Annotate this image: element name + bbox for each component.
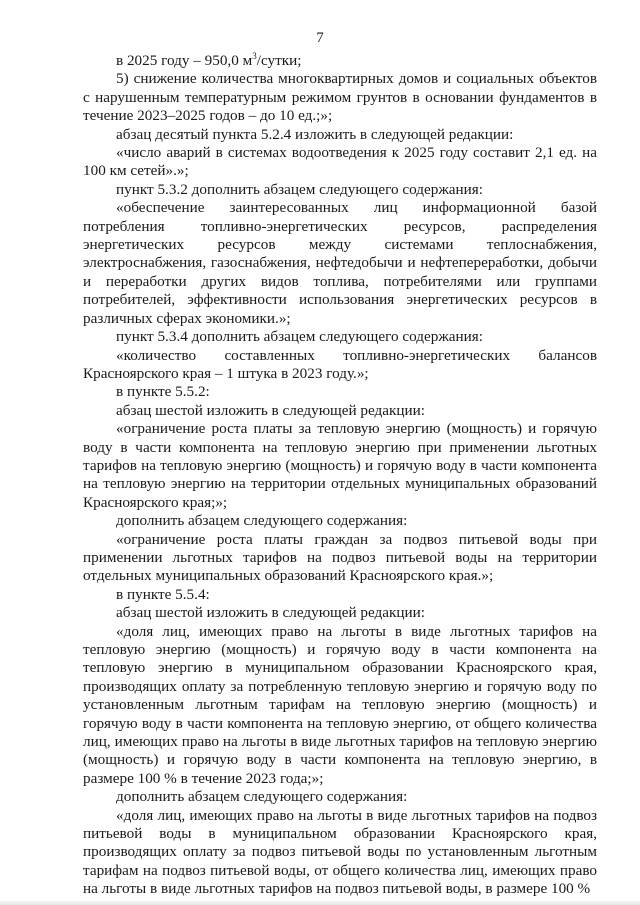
paragraph-add-abzac-1: дополнить абзацем следующего содержания: <box>116 512 408 530</box>
scan-bottom-edge <box>0 901 640 905</box>
paragraph-heat-fee-limit: «ограничение роста платы за тепловую энергию (мощность) и горячую воду в части компонента на тепловую энергию при применении льготных тарифов на тепловую энергию (мощность) и горячую воду в части компонента на тепловую энергию на территории отдельных муниципальных образований Красноярского края;»; <box>83 420 597 511</box>
paragraph-text: в 2025 году – 950,0 м <box>116 52 253 69</box>
paragraph-water-delivery-fee: «ограничение роста платы граждан за подвоз питьевой воды при применении льготных тарифов на подвоз питьевой воды на территории отдельных муниципальных образований Красноярского края.»; <box>83 530 597 585</box>
paragraph-amend-5-3-2: пункт 5.3.2 дополнить абзацем следующего содержания: <box>116 180 484 198</box>
paragraph-energy-info-base: «обеспечение заинтересованных лиц информационной базой потребления топливно-энергетических ресурсов, распределения энергетических ресурсов между системами теплоснабжения, электроснабжения, газоснабжения, нефтедобычи и нефтепереработки, добычи и переработки других видов топлива, потребителями или группами потребителей, эффективности использования энергетических ресурсов в различных сферах экономики.»; <box>83 199 597 327</box>
paragraph-add-abzac-2: дополнить абзацем следующего содержания: <box>116 788 408 806</box>
paragraph-sixth-abzac-5-5-4: абзац шестой изложить в следующей редакции: <box>116 604 425 622</box>
paragraph-sixth-abzac-5-5-2: абзац шестой изложить в следующей редакции: <box>116 401 425 419</box>
paragraph-in-5-5-2: в пункте 5.5.2: <box>116 383 210 401</box>
paragraph-amend-5-2-4: абзац десятый пункта 5.2.4 изложить в следующей редакции: <box>116 125 514 143</box>
page-number: 7 <box>316 30 324 46</box>
paragraph-amend-5-3-4: пункт 5.3.4 дополнить абзацем следующего содержания: <box>116 328 484 346</box>
document-body <box>83 52 597 899</box>
paragraph-energy-balances: «количество составленных топливно-энергетических балансов Красноярского края – 1 штука в 2023 году.»; <box>83 346 597 382</box>
paragraph-in-5-5-4: в пункте 5.5.4: <box>116 585 210 603</box>
paragraph-text: /сутки; <box>256 52 302 69</box>
paragraph-sewer-accidents: «число аварий в системах водоотведения к 2025 году составит 2,1 ед. на 100 км сетей».»; <box>83 144 597 180</box>
paragraph-water-beneficiaries-share: «доля лиц, имеющих право на льготы в виде льготных тарифов на подвоз питьевой воды в муниципальном образовании Красноярского края, производящих оплату за подвоз питьевой воды по установленным льготным тарифам на подвоз питьевой воды, от общего количества лиц, имеющих право на льготы в виде льготных тарифов на подвоз питьевой воды, в размере 100 % <box>83 806 597 898</box>
paragraph-heat-beneficiaries-share: «доля лиц, имеющих право на льготы в виде льготных тарифов на тепловую энергию (мощность) и горячую воду в части компонента на тепловую энергию в муниципальном образовании Красноярского края, производящих оплату за потребленную тепловую энергию и горячую воду по установленным льготным тарифам на тепловую энергию (мощность) и горячую воду в части компонента на тепловую энергию, от общего количества лиц, имеющих право на льготы в виде льготных тарифов на тепловую энергию (мощность) и горячую воду в части компонента на тепловую энергию, в размере 100 % в течение 2023 года;»; <box>83 622 597 787</box>
paragraph-apartment-buildings: 5) снижение количества многоквартирных домов и социальных объектов с нарушенным температурным режимом грунтов в основании фундаментов в течение 2023–2025 годов – до 10 ед.;»; <box>83 70 597 125</box>
paragraph-water-volume <box>83 52 597 70</box>
superscript-exponent: 3 <box>252 50 257 61</box>
